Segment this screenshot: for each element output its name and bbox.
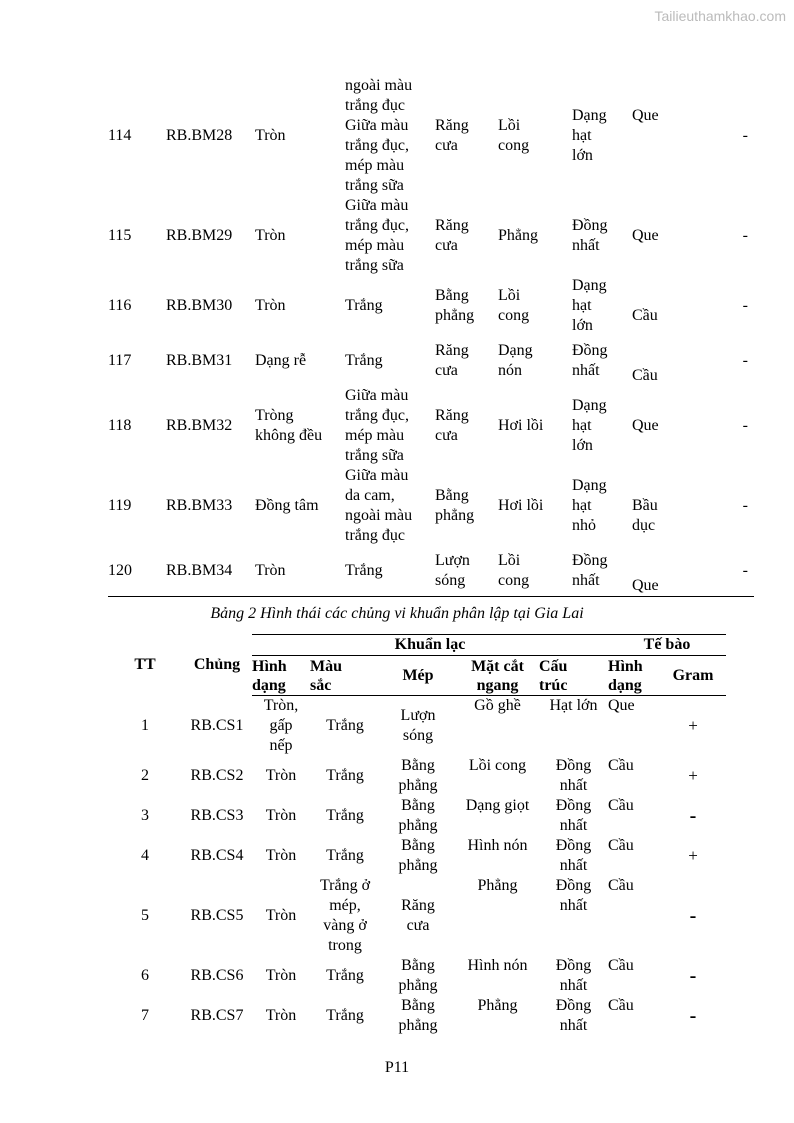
page-number: P11 (384, 1059, 410, 1076)
table-2-cell-color: Trắng (326, 847, 364, 864)
table-2-cell-tt: 2 (141, 767, 149, 784)
table-2-cell-code: RB.CS4 (190, 847, 244, 864)
table-2-cell-color: Trắng ở mép, vàng ở trong (319, 877, 371, 954)
table-1-cell-structure: Đồng nhất (572, 342, 608, 379)
table-2-cell-cell-shape: Cầu (608, 877, 634, 894)
table-2-cell-cell-shape: Que (608, 697, 635, 714)
table-1-row (108, 546, 754, 597)
table-2-cell-shape: Tròn (265, 907, 297, 924)
table-2-cell-code: RB.CS7 (190, 1007, 244, 1024)
table-2-cell-structure: Đồng nhất (555, 957, 592, 994)
table-1-cell-tt: 120 (108, 546, 166, 597)
table-2-cell-structure: Đồng nhất (555, 797, 592, 834)
header-cross-section: Mặt cắt ngang (456, 656, 539, 696)
header-edge: Mép (380, 656, 456, 696)
table-1-cell-cell-shape: Que (632, 107, 659, 124)
table-2-cell-gram: + (688, 846, 698, 865)
table-1-cell-tt: 115 (108, 227, 132, 244)
table-1-cell-structure: Đồng nhất (572, 217, 608, 254)
table-2-cell-tt: 1 (141, 716, 149, 734)
table-1-cell-code: RB.BM28 (166, 127, 233, 144)
table-1-cell-shape: Tròn (255, 297, 286, 314)
header-colony-group: Khuẩn lạc (252, 635, 608, 656)
table-1-cell-tt: 116 (108, 297, 132, 314)
table-1-cell-color: Trắng (345, 546, 435, 597)
table-2-cell-gram: - (689, 1005, 697, 1027)
table-1-cell-color: Giữa màu trắng đục, mép màu trắng sữa (345, 387, 409, 464)
table-2-cell-tt: 7 (141, 1007, 149, 1024)
table-1-row (108, 466, 754, 546)
table-1-cell-code: RB.BM30 (166, 297, 233, 314)
table-2-cell-edge: Lượn sóng (400, 707, 436, 744)
table-2-cell-code: RB.CS2 (190, 767, 244, 784)
table-2-cell-tt: 3 (141, 807, 149, 824)
header-color: Màu sắc (310, 656, 380, 696)
table-1-cell-gram: - (742, 297, 748, 314)
table-1-cell-gram: - (702, 546, 754, 597)
table-1-cell-shape: Tròn (255, 227, 286, 244)
table-2-cell-section: Phẳng (477, 877, 518, 894)
table-1-cell-surface: Phẳng (498, 227, 538, 244)
table-1-cell-color: ngoài màu trắng đục Giữa màu trắng đục, mép màu trắng sữa (345, 77, 413, 194)
table-1-cell-surface: Dạng nón (498, 342, 533, 379)
table-1-cell-shape: Tròng không đều (255, 407, 323, 444)
table-1-row (108, 276, 754, 336)
table-2-cell-gram: - (689, 965, 697, 987)
table-1-cell-cell-shape: Que (632, 417, 659, 434)
table-2 (108, 634, 726, 1036)
table-1-cell-tt: 114 (108, 127, 132, 144)
table-1-row (108, 336, 754, 386)
table-1-cell-cell-shape: Cầu (632, 367, 658, 384)
table-2-cell-section: Lồi cong (468, 757, 527, 774)
table-2-cell-cell-shape: Cầu (608, 797, 634, 814)
table-2-cell-gram: - (689, 805, 697, 827)
table-2-row (108, 796, 726, 836)
table-1-cell-code: RB.BM29 (166, 227, 233, 244)
table-1-cell-tt: 117 (108, 352, 132, 369)
table-1-cell-surface: Hơi lồi (498, 497, 544, 514)
table-1-cell-cell-shape: Que (632, 546, 702, 597)
watermark: Tailieuthamkhao.com (654, 8, 786, 24)
table-2-cell-shape: Tròn (265, 967, 297, 984)
header-tt: TT (134, 656, 156, 673)
table-2-cell-edge: Răng cưa (401, 897, 435, 934)
table-2-cell-edge: Bằng phẳng (398, 757, 438, 794)
table-1-cell-surface: Lồi cong (498, 117, 530, 154)
table-2-row (108, 756, 726, 796)
table-2-cell-color: Trắng (326, 767, 364, 784)
table-1-cell-color: Giữa màu trắng đục, mép màu trắng sữa (345, 197, 409, 274)
table-1-cell-gram: - (742, 227, 748, 244)
table-2-caption: Bảng 2 Hình thái các chủng vi khuẩn phân lập tại Gia Lai (210, 605, 584, 622)
table-1-cell-color: Trắng (345, 297, 383, 314)
table-1-cell-gram: - (742, 497, 748, 514)
table-2-cell-structure: Đồng nhất (555, 997, 592, 1034)
table-1-cell-shape: Đồng tâm (255, 497, 319, 514)
header-strain: Chủng (193, 656, 241, 673)
table-2-cell-cell-shape: Cầu (608, 757, 634, 774)
table-2-cell-edge: Bằng phẳng (398, 997, 438, 1034)
table-1-cell-edge: Bằng phẳng (435, 487, 475, 524)
table-1-cell-edge: Bằng phẳng (435, 287, 475, 324)
table-1-cell-cell-shape: Bầu dục (632, 497, 658, 534)
table-2-cell-cell-shape: Cầu (608, 957, 634, 974)
table-2-cell-structure: Đồng nhất (555, 837, 592, 874)
table-2-cell-color: Trắng (326, 1007, 364, 1024)
header-shape: Hình dạng (252, 656, 310, 696)
table-1-cell-edge: Răng cưa (435, 407, 469, 444)
table-2-row (108, 956, 726, 996)
table-1-row (108, 386, 754, 466)
table-1-cell-shape: Dạng rễ (255, 352, 307, 369)
table-1-cell-color: Giữa màu da cam, ngoài màu trắng đục (345, 467, 413, 544)
table-1-cell-code: RB.BM32 (166, 417, 233, 434)
table-2-row (108, 996, 726, 1036)
table-2-cell-shape: Tròn, gấp nếp (263, 697, 299, 754)
table-1-cell-code: RB.BM34 (166, 546, 255, 597)
table-2-cell-tt: 6 (141, 967, 149, 984)
table-2-cell-color: Trắng (326, 807, 364, 824)
table-2-row (108, 836, 726, 876)
table-2-cell-color: Trắng (326, 967, 364, 984)
table-1-cell-edge: Răng cưa (435, 117, 469, 154)
table-1-cell-shape: Tròn (255, 546, 345, 597)
table-2-cell-code: RB.CS6 (190, 967, 244, 984)
table-1-row (108, 76, 754, 196)
table-1-cell-gram: - (742, 127, 748, 144)
table-2-cell-structure: Hạt lớn (549, 697, 598, 714)
header-gram: Gram (660, 656, 726, 696)
table-1-cell-surface: Lồi cong (498, 546, 572, 597)
table-1-cell-cell-shape: Que (632, 227, 659, 244)
header-cell-group: Tế bào (608, 635, 726, 656)
table-1-cell-structure: Đồng nhất (572, 546, 632, 597)
table-1-cell-gram: - (742, 352, 748, 369)
table-2-cell-section: Phẳng (477, 997, 518, 1014)
table-1-cell-edge: Răng cưa (435, 342, 469, 379)
table-2-cell-cell-shape: Cầu (608, 837, 634, 854)
table-2-cell-gram: + (688, 716, 698, 735)
table-2-row (108, 696, 726, 757)
table-2-cell-edge: Bằng phẳng (398, 957, 438, 994)
table-2-cell-section: Hình nón (467, 957, 528, 974)
table-1-cell-structure: Dạng hạt lớn (572, 397, 607, 454)
table-2-cell-gram: - (689, 905, 697, 927)
table-2-cell-structure: Đồng nhất (555, 877, 592, 914)
table-2-cell-shape: Tròn (265, 807, 297, 824)
table-2-cell-shape: Tròn (265, 847, 297, 864)
table-1-cell-code: RB.BM31 (166, 352, 233, 369)
table-1-cell-color: Trắng (345, 352, 383, 369)
table-1-cell-edge: Răng cưa (435, 217, 469, 254)
table-1-row (108, 196, 754, 276)
table-2-cell-section: Hình nón (467, 837, 528, 854)
table-2-cell-code: RB.CS5 (190, 907, 244, 924)
table-2-cell-shape: Tròn (265, 1007, 297, 1024)
table-2-cell-code: RB.CS1 (190, 716, 244, 734)
header-structure: Cấu trúc (539, 656, 608, 696)
table-1-cell-structure: Dạng hạt lớn (572, 107, 607, 164)
table-1-cell-gram: - (742, 417, 748, 434)
table-1-cell-edge: Lượn sóng (435, 546, 498, 597)
table-2-cell-color: Trắng (326, 717, 364, 734)
table-2-cell-section: Dạng giọt (465, 797, 530, 814)
table-1-cell-surface: Lồi cong (498, 287, 530, 324)
header-cell-shape: Hình dạng (608, 656, 660, 696)
table-1-cell-shape: Tròn (255, 127, 286, 144)
table-1-cell-structure: Dạng hạt lớn (572, 277, 607, 334)
table-2-row (108, 876, 726, 956)
table-1-cell-tt: 119 (108, 497, 132, 514)
table-1-cell-cell-shape: Cầu (632, 307, 658, 324)
table-2-cell-cell-shape: Cầu (608, 997, 634, 1014)
table-1-cell-structure: Dạng hạt nhỏ (572, 477, 607, 534)
table-2-cell-gram: + (688, 766, 698, 785)
table-1-cell-surface: Hơi lồi (498, 417, 544, 434)
table-2-cell-section: Gồ ghề (474, 697, 521, 714)
table-2-cell-edge: Bằng phẳng (398, 797, 438, 834)
table-2-cell-edge: Bằng phẳng (398, 837, 438, 874)
table-2-cell-tt: 5 (141, 907, 149, 924)
table-2-cell-code: RB.CS3 (190, 807, 244, 824)
table-1 (108, 76, 754, 597)
table-1-cell-tt: 118 (108, 417, 132, 434)
table-2-cell-structure: Đồng nhất (555, 757, 592, 794)
table-2-cell-shape: Tròn (265, 767, 297, 784)
table-1-cell-code: RB.BM33 (166, 497, 233, 514)
table-2-cell-tt: 4 (141, 847, 149, 864)
